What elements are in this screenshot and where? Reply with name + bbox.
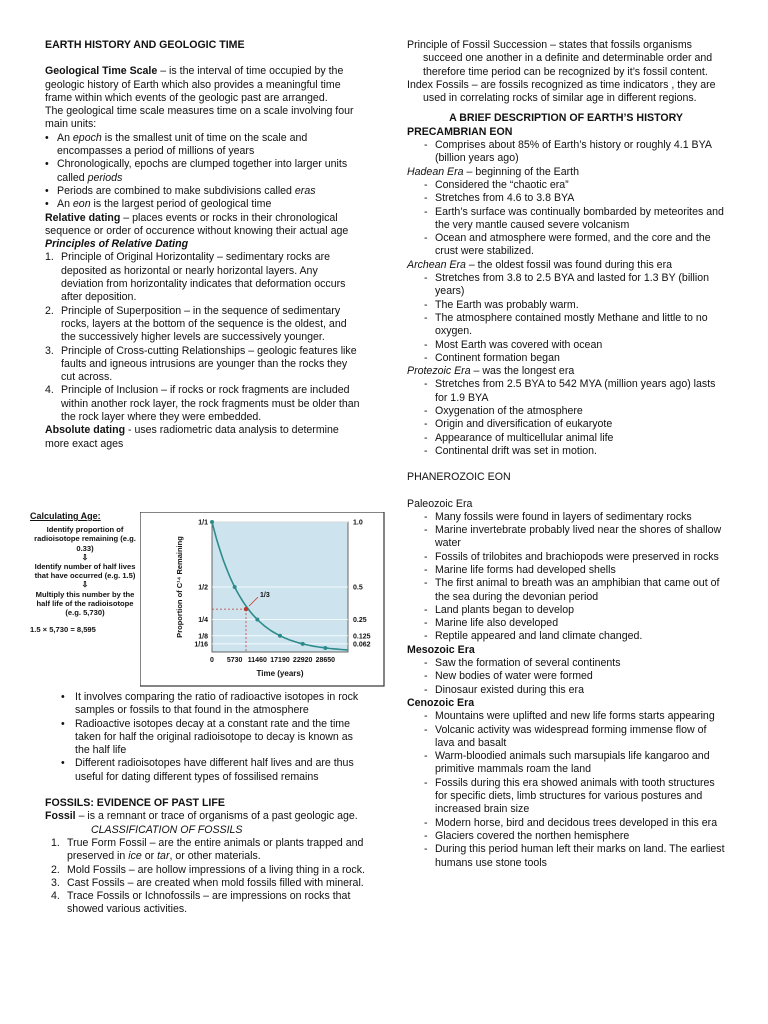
time-units-list [45,132,363,212]
annotation-label: 1/3 [260,592,270,600]
y-tick-label-right: 0.062 [353,641,371,649]
y-axis-label: Proportion of C¹⁴ Remaining [175,536,184,638]
list-item: - Reptile appeared and land climate changed. [407,630,725,643]
list-item: • Different radioisotopes have different half lives and are thus useful for dating different types of fossilised remains [45,757,367,784]
y-tick-label: 1/8 [198,633,208,641]
y-tick-label: 1/2 [198,584,208,592]
fossil-definition: Fossil – is a remnant or trace of organisms of a past geologic age. [45,810,358,823]
list-item: - Ocean and atmosphere were formed, and the core and the crust were stabilized. [407,232,725,259]
gts-definition: – is the interval of time occupied by the geologic history of Earth which also provides a meaningful time frame within which events of the geologic past are arranged. [45,65,344,104]
isotope-bullets [45,691,367,784]
y-tick-label-right: 1.0 [353,519,363,527]
y-tick-label: 1/4 [198,617,208,624]
relative-dating-paragraph: Relative dating – places events or rocks in their chronological sequence or order of occurence without knowing their actual age [45,211,349,237]
list-item: - During this period human left their marks on land. The earliest humans use stone tools [407,843,725,870]
gts-term: Geological Time Scale [45,65,158,78]
absolute-dating-paragraph: Absolute dating - uses radiometric data analysis to determine more exact ages [45,424,339,450]
y-tick-label-right: 0.125 [353,633,371,641]
list-item: - The Earth was probably warm. [407,299,725,312]
left-column [45,39,363,451]
mesozoic-list [407,657,725,697]
x-tick-label: 22920 [292,657,313,664]
list-item: - Modern horse, bird and decidous trees developed in this era [407,817,725,830]
y-tick-label-right: 0.5 [353,584,363,592]
protezoic-list [407,378,725,458]
paleozoic-list [407,511,725,644]
right-column [407,39,725,870]
list-item: - Origin and diversification of eukaryote [407,418,725,431]
list-item: • Chronologically, epochs are clumped together into larger units called periods [45,158,363,185]
x-tick-label: 11460 [247,657,267,664]
list-item: 4. Principle of Inclusion – if rocks or rock fragments are included within another rock layer, the rock fragments must be older than the rock layer where they were embedded. [45,384,360,424]
classification-heading: CLASSIFICATION OF FOSSILS [91,823,243,836]
list-item: - The first animal to breath was an amphibian that came out of the sea during the devonian period [407,577,725,604]
list-item: - Oxygenation of the atmosphere [407,405,725,418]
gts-measure: The geological time scale measures time on a scale involving four main units: [45,105,354,131]
list-item: - The atmosphere contained mostly Methane and little to no oxygen. [407,312,725,339]
list-item: • It involves comparing the ratio of radioactive isotopes in rock samples or fossils to that found in the atmosphere [45,691,367,718]
fossil-succession: Principle of Fossil Succession – states that fossils organisms succeed one another in a definite and determinable order and therefore time period can be recognized by it’s fossil content. [407,39,713,78]
annotation-point [244,607,248,611]
x-tick-label: 28650 [315,657,336,664]
x-tick-label: 17190 [270,657,290,664]
x-tick-label: 0 [210,657,214,664]
list-item: • An eon is the largest period of geological time [45,198,363,211]
x-tick-label: 5730 [226,657,243,664]
phanerozoic-heading: PHANEROZOIC EON [407,471,511,484]
absolute-dating-term: Absolute dating [45,424,126,437]
data-point [301,642,305,646]
steps-title: Calculating Age: [30,511,101,521]
protezoic-heading: Protezoic Era – was the longest era [407,365,575,378]
down-arrow-icon: ⇩ [81,552,89,562]
list-item: - Marine life forms had developed shells [407,564,725,577]
y-tick-label: 1/1 [198,519,208,527]
list-item: - Fossils of trilobites and brachiopods were preserved in rocks [407,551,725,564]
list-item: - Land plants began to develop [407,604,725,617]
list-item: - Marine life also developed [407,617,725,630]
left-column-lower [45,691,367,917]
list-item: 3. Principle of Cross-cutting Relationships – geologic features like faults and igneous intrusions are younger than the rocks they cut across. [45,344,357,384]
half-life-figure [30,512,370,687]
list-item: - Considered the “chaotic era” [407,179,725,192]
step-text: Identify number of half lives that have occurred (e.g. 1.5) [34,562,136,581]
mesozoic-heading: Mesozoic Era [407,643,475,656]
index-fossils: Index Fossils – are fossils recognized as time indicators , they are used in correlating rocks of similar age in different regions. [407,78,716,105]
list-item: - Stretches from 3.8 to 2.5 BYA and lasted for 1.3 BY (billion years) [407,272,725,299]
hadean-list [407,179,725,259]
fossils-heading: FOSSILS: EVIDENCE OF PAST LIFE [45,797,225,810]
list-item: • Radioactive isotopes decay at a constant rate and the time taken for half the original radioisotope to decay is known as the half life [45,718,367,758]
step-text: Multiply this number by the half life of the radioisotope (e.g. 5,730) [35,589,135,618]
list-item: - Continental drift was set in motion. [407,445,725,458]
data-point [210,520,214,524]
principles-list [45,251,363,424]
list-item: - Comprises about 85% of Earth’s history or roughly 4.1 BYA (billion years ago) [407,139,725,166]
list-item: - Dinosaur existed during this era [407,684,725,697]
cenozoic-heading: Cenozoic Era [407,696,475,709]
archean-list [407,272,725,365]
hadean-heading: Hadean Era – beginning of the Earth [407,165,579,178]
list-item: - Earth’s surface was continually bombarded by meteorites and the very mantle caused severe volcanism [407,206,725,233]
relative-dating-term: Relative dating [45,211,121,224]
list-item: - Continent formation began [407,352,725,365]
list-item: - Volcanic activity was widespread forming immense flow of lava and basalt [407,724,725,751]
fossil-types-list [45,837,367,917]
list-item: - Marine invertebrate probably lived near the shores of shallow water [407,524,725,551]
cenozoic-list [407,710,725,870]
decay-chart [140,512,385,687]
list-item: 4. Trace Fossils or Ichnofossils – are impressions on rocks that showed various activities. [51,890,351,916]
list-item: 3. Cast Fossils – are created when mold fossils filled with mineral. [51,876,364,889]
list-item: - Glaciers covered the northen hemisphere [407,830,725,843]
list-item: - New bodies of water were formed [407,670,725,683]
list-item: - Stretches from 4.6 to 3.8 BYA [407,192,725,205]
data-point [323,646,327,650]
list-item: - Warm-bloodied animals such marsupials life kangaroo and primitive mammals roam the land [407,750,725,777]
list-item: • Periods are combined to make subdivisions called eras [45,185,363,198]
calculating-age-steps [30,512,140,634]
list-item: - Most Earth was covered with ocean [407,339,725,352]
list-item: - Many fossils were found in layers of sedimentary rocks [407,511,725,524]
list-item: - Fossils during this era showed animals with tooth structures for specific diets, limb structures for various postures and increased brain size [407,777,725,817]
x-axis-label: Time (years) [256,669,304,678]
paleozoic-heading: Paleozoic Era [407,497,473,510]
list-item: 1. Principle of Original Horizontality – sedimentary rocks are deposited as horizontal or nearly horizontal layers. Any deviation from horizontality indicates that deformation occurs after deposition. [45,251,346,304]
archean-heading: Archean Era – the oldest fossil was found during this era [407,258,672,271]
list-item: 2. Principle of Superposition – in the sequence of sedimentary rocks, layers at the bottom of the sequence is the oldest, and the successively higher levels are successively younger. [45,304,347,344]
brief-heading: A BRIEF DESCRIPTION OF EARTH’S HISTORY [449,112,683,125]
data-point [278,634,282,638]
list-item: - Saw the formation of several continents [407,657,725,670]
y-tick-label: 1/16 [194,641,208,649]
precambrian-list [407,139,725,166]
list-item: 2. Mold Fossils – are hollow impressions of a living thing in a rock. [51,863,365,876]
y-tick-label-right: 0.25 [353,617,367,624]
list-item: - Mountains were uplifted and new life forms starts appearing [407,710,725,723]
down-arrow-icon: ⇩ [81,580,89,590]
list-item: - Stretches from 2.5 BYA to 542 MYA (million years ago) lasts for 1.9 BYA [407,378,725,405]
data-point [255,618,259,622]
list-item: - Appearance of multicellular animal life [407,432,725,445]
gts-paragraph [45,65,363,105]
precambrian-heading: PRECAMBRIAN EON [407,125,513,138]
list-item: 1. True Form Fossil – are the entire animals or plants trapped and preserved in ice or tar, or other materials. [51,836,364,863]
document-title: EARTH HISTORY AND GEOLOGIC TIME [45,39,245,51]
principles-heading: Principles of Relative Dating [45,238,189,251]
equation: 1.5 × 5,730 = 8,595 [30,625,96,635]
step-text: Identify proportion of radioisotope remaining (e.g. 0.33) [34,525,136,553]
data-point [233,585,237,589]
list-item: • An epoch is the smallest unit of time on the scale and encompasses a period of millions of years [45,132,363,159]
